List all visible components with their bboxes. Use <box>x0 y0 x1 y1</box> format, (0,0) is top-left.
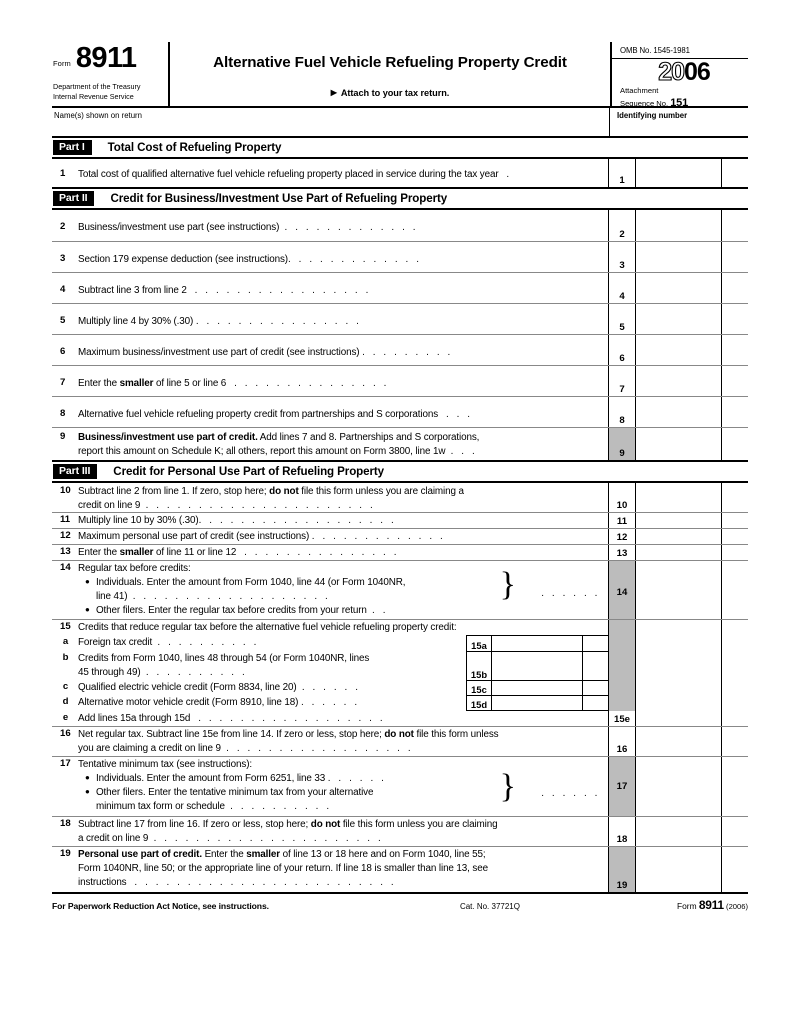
line-3-box-label: 3 <box>619 260 625 271</box>
line-4-description: Subtract line 3 from line 2 . . . . . . . . . . . . . . . . . <box>78 285 371 296</box>
line-15b-spacer-cell <box>609 651 636 681</box>
line-16-dollars-input[interactable] <box>636 727 722 756</box>
table-row <box>52 273 748 304</box>
line-18-box-label: 18 <box>616 834 628 845</box>
line-15-spacer-cents <box>722 620 748 635</box>
line-15a-text-cell <box>52 635 609 651</box>
line-8-box-label-cell <box>609 397 636 427</box>
line-15c-box-label-cell <box>467 681 492 695</box>
line-10-dollars-input[interactable] <box>636 483 722 512</box>
names-shown-label: Name(s) shown on return <box>54 111 142 120</box>
line-8-box-label: 8 <box>619 415 625 426</box>
line-14-number: 14 <box>60 562 71 573</box>
line-14-brace-dots: . . . . . . <box>541 588 600 599</box>
line-15e-dollars-input[interactable] <box>636 711 722 726</box>
line-13-cents-input[interactable] <box>722 545 748 560</box>
line-19-dollars-input[interactable] <box>636 847 722 892</box>
line-7-text-cell <box>52 366 609 396</box>
line-19-box-label: 19 <box>616 880 628 891</box>
department-line-1: Department of the Treasury <box>53 82 141 91</box>
bullet-icon: ● <box>85 787 90 797</box>
line-11-box-label: 11 <box>616 516 628 527</box>
line-15b-spacer-dollars <box>636 651 722 681</box>
header-omb-block <box>610 42 748 110</box>
line-1-number: 1 <box>60 168 66 179</box>
line-12-description: Maximum personal use part of credit (see instructions) . . . . . . . . . . . . . <box>78 531 446 542</box>
line-5-number: 5 <box>60 315 66 326</box>
line-12-box-label: 12 <box>616 532 628 543</box>
part-2-rows <box>52 210 748 462</box>
line-15d-text-cell <box>52 696 609 711</box>
line-9-box-label: 9 <box>619 448 625 459</box>
footer-form-label: Form <box>677 901 697 911</box>
line-2-box-label: 2 <box>619 229 625 240</box>
line-6-text-cell <box>52 335 609 365</box>
line-7-box-label-cell <box>609 366 636 396</box>
line-10-box-label: 10 <box>616 500 628 511</box>
line-4-box-label-cell <box>609 273 636 303</box>
line-14-box-label-cell <box>609 561 636 619</box>
table-row <box>52 545 748 561</box>
line-16-description: Net regular tax. Subtract line 15e from line 14. If zero or less, stop here; do not file this form unless you are claiming a credit on line 9 . . . . . . . . . . . . . . . . . . <box>78 729 499 755</box>
table-row <box>52 681 748 696</box>
sequence-label: Sequence No. <box>620 99 669 109</box>
line-15-heading-cell <box>52 620 609 635</box>
line-10-box-label-cell <box>609 483 636 512</box>
line-19-cents-input[interactable] <box>722 847 748 892</box>
line-11-number: 11 <box>60 514 71 525</box>
line-2-box-label-cell <box>609 210 636 241</box>
line-18-dollars-input[interactable] <box>636 817 722 846</box>
tax-year-prefix: 20 <box>658 58 684 86</box>
line-15-spacer-cell <box>609 620 636 635</box>
table-row <box>52 727 748 757</box>
line-15a-box-label-cell <box>467 636 492 651</box>
line-13-description: Enter the smaller of line 11 or line 12 . . . . . . . . . . . . . . . <box>78 547 400 558</box>
line-7-description: Enter the smaller of line 5 or line 6 . . . . . . . . . . . . . . . <box>78 378 390 389</box>
table-row <box>52 335 748 366</box>
part-3-title: Credit for Personal Use Part of Refueling Property <box>113 465 385 478</box>
line-2-number: 2 <box>60 221 66 232</box>
line-17-box-label: 17 <box>616 781 628 792</box>
line-15e-cents-input[interactable] <box>722 711 748 726</box>
line-12-dollars-input[interactable] <box>636 529 722 544</box>
identifying-number-label: Identifying number <box>617 111 688 120</box>
line-15d-box-label-cell <box>467 696 492 710</box>
line-5-text-cell <box>52 304 609 334</box>
line-15d-inset-box <box>466 696 608 711</box>
line-8-description: Alternative fuel vehicle refueling property credit from partnerships and S corporations . . . <box>78 409 473 420</box>
line-15a-inset-box <box>466 635 608 652</box>
line-16-cents-input[interactable] <box>722 727 748 756</box>
paperwork-notice: For Paperwork Reduction Act Notice, see instructions. <box>52 901 269 911</box>
line-8-dollars-input[interactable] <box>636 397 722 427</box>
table-row <box>52 397 748 428</box>
form-header <box>52 42 748 108</box>
line-7-dollars-input[interactable] <box>636 366 722 396</box>
line-8-text-cell <box>52 397 609 427</box>
line-3-number: 3 <box>60 253 66 264</box>
line-6-cents-input[interactable] <box>722 335 748 365</box>
line-15a-description: Foreign tax credit . . . . . . . . . . <box>78 637 259 648</box>
line-11-box-label-cell <box>609 513 636 528</box>
line-15a-spacer-dollars <box>636 635 722 651</box>
table-row <box>52 210 748 242</box>
line-15a-cents-input[interactable] <box>583 636 608 651</box>
line-15a-spacer-cents <box>722 635 748 651</box>
line-1-description: Total cost of qualified alternative fuel vehicle refueling property placed in service during the tax year . <box>78 169 512 180</box>
table-row <box>52 711 748 727</box>
line-1-dollars-input[interactable] <box>636 159 722 187</box>
line-15a-letter: a <box>62 636 69 647</box>
footer-form-year: (2006) <box>726 902 748 911</box>
line-15c-spacer-cents <box>722 681 748 696</box>
line-19-description: Personal use part of credit. Enter the smaller of line 13 or 18 here and on Form 1040, line 55; Form 1040NR, line 50; or the appropriate line of your return. If line 18 is smaller than line 13, see instructions . . . . . . . . . . . . . . . . . . . . . . . . . <box>78 849 488 889</box>
line-15c-inset-box <box>466 681 608 696</box>
table-row <box>52 159 748 187</box>
names-shown-field[interactable] <box>52 108 610 136</box>
line-15a-box-label: 15a <box>471 640 487 651</box>
table-row <box>52 817 748 847</box>
line-3-cents-input[interactable] <box>722 242 748 272</box>
line-16-box-label: 16 <box>616 744 628 755</box>
line-5-box-label-cell <box>609 304 636 334</box>
line-19-box-label-cell <box>609 847 636 892</box>
catalog-number: Cat. No. 37721Q <box>459 902 520 911</box>
line-4-text-cell <box>52 273 609 303</box>
line-3-text-cell <box>52 242 609 272</box>
line-15a-dollars-input[interactable] <box>492 636 583 651</box>
bullet-icon: ● <box>85 577 90 587</box>
line-9-description: Business/investment use part of credit. Add lines 7 and 8. Partnerships and S corporations, report this amount on Schedule K; all others, report this amount on Form 3800, line 1w . . . <box>78 432 480 458</box>
line-1-box-label-cell <box>609 159 636 187</box>
line-15c-dollars-input[interactable] <box>492 681 583 695</box>
line-14-cents-input[interactable] <box>722 561 748 619</box>
line-11-cents-input[interactable] <box>722 513 748 528</box>
line-17-box-label-cell <box>609 757 636 816</box>
line-15d-spacer-dollars <box>636 696 722 711</box>
line-15e-box-label-cell <box>609 711 636 726</box>
line-15b-inset-box <box>466 651 608 681</box>
line-7-number: 7 <box>60 377 66 388</box>
line-15c-description: Qualified electric vehicle credit (Form 8834, line 20) . . . . . . <box>78 682 361 693</box>
line-3-dollars-input[interactable] <box>636 242 722 272</box>
line-17-dollars-input[interactable] <box>636 757 722 816</box>
line-10-description: Subtract line 2 from line 1. If zero, stop here; do not file this form unless you are claiming a credit on line 9 . . . . . . . . . . . . . . . . . . . . . . <box>78 486 464 512</box>
line-2-text-cell <box>52 210 609 241</box>
line-18-cents-input[interactable] <box>722 817 748 846</box>
line-19-text-cell <box>52 847 609 892</box>
line-14-text-cell <box>52 561 609 619</box>
line-9-number: 9 <box>60 431 66 442</box>
part-1-tag: Part I <box>53 140 92 155</box>
line-12-cents-input[interactable] <box>722 529 748 544</box>
line-5-cents-input[interactable] <box>722 304 748 334</box>
bullet-icon: ● <box>85 605 90 615</box>
line-5-box-label: 5 <box>619 322 625 333</box>
form-footer <box>52 894 748 912</box>
line-15d-spacer-cell <box>609 696 636 711</box>
line-5-dollars-input[interactable] <box>636 304 722 334</box>
line-15c-text-cell <box>52 681 609 696</box>
part-1-header <box>52 138 748 159</box>
line-15b-box-label-cell <box>467 651 492 680</box>
line-17-description: Tentative minimum tax (see instructions): ● Individuals. Enter the amount from Form 6251, line 33 . . . . . . ● Other filers. Enter the tentative minimum tax from your alternative minimum tax form or schedule . . . . . . . . . . <box>78 759 387 813</box>
line-16-number: 16 <box>60 728 71 739</box>
line-18-number: 18 <box>60 818 71 829</box>
part-2-tag: Part II <box>53 191 94 206</box>
part-2-header <box>52 189 748 210</box>
line-15e-letter: e <box>62 712 69 723</box>
line-12-text-cell <box>52 529 609 544</box>
line-6-dollars-input[interactable] <box>636 335 722 365</box>
line-15d-box-label: 15d <box>470 699 488 710</box>
line-11-text-cell <box>52 513 609 528</box>
tax-year <box>620 60 748 85</box>
line-13-box-label-cell <box>609 545 636 560</box>
line-15-number: 15 <box>60 621 71 632</box>
line-15d-cents-input[interactable] <box>583 696 608 710</box>
line-3-description: Section 179 expense deduction (see instructions). . . . . . . . . . . . . <box>78 254 422 265</box>
line-12-number: 12 <box>60 530 71 541</box>
line-7-cents-input[interactable] <box>722 366 748 396</box>
line-18-text-cell <box>52 817 609 846</box>
line-15b-dollars-input[interactable] <box>492 651 583 680</box>
bullet-icon: ● <box>85 773 90 783</box>
line-15c-box-label: 15c <box>471 684 487 695</box>
line-4-cents-input[interactable] <box>722 273 748 303</box>
form-label: Form <box>53 59 71 68</box>
line-15b-letter: b <box>62 652 69 663</box>
line-8-cents-input[interactable] <box>722 397 748 427</box>
attachment-label: Attachment <box>620 86 659 95</box>
line-6-box-label: 6 <box>619 353 625 364</box>
omb-number: OMB No. 1545-1981 <box>620 46 690 55</box>
line-15d-spacer-cents <box>722 696 748 711</box>
table-row <box>52 635 748 651</box>
line-12-box-label-cell <box>609 529 636 544</box>
attachment-sequence-block <box>620 86 748 111</box>
line-15b-text-cell <box>52 651 609 681</box>
part-3-rows <box>52 483 748 894</box>
tax-year-suffix: 06 <box>684 58 710 86</box>
line-2-description: Business/investment use part (see instructions) . . . . . . . . . . . . . <box>78 222 419 233</box>
form-number: 8911 <box>75 42 137 74</box>
line-8-number: 8 <box>60 408 66 419</box>
line-17-text-cell <box>52 757 609 816</box>
line-7-box-label: 7 <box>619 384 625 395</box>
table-row <box>52 242 748 273</box>
line-4-number: 4 <box>60 284 66 295</box>
line-2-cents-input[interactable] <box>722 210 748 241</box>
line-15b-cents-input[interactable] <box>583 651 608 680</box>
line-15c-spacer-dollars <box>636 681 722 696</box>
footer-form-number: 8911 <box>698 898 724 912</box>
line-11-dollars-input[interactable] <box>636 513 722 528</box>
line-15e-text-cell <box>52 711 609 726</box>
line-15e-description: Add lines 15a through 15d . . . . . . . . . . . . . . . . . . <box>78 713 386 724</box>
line-14-description: Regular tax before credits: ● Individuals. Enter the amount from Form 1040, line 44 (or Form 1040NR, line 41) . . . . . . . . . . . . . . . . . . . ● Other filers. Enter the regular tax before credits from your return . . <box>78 563 406 617</box>
line-15c-letter: c <box>62 681 69 692</box>
department-block <box>52 82 162 101</box>
page-title: Alternative Fuel Vehicle Refueling Property Credit <box>213 54 567 71</box>
line-19-number: 19 <box>60 848 71 859</box>
table-row <box>52 847 748 892</box>
line-17-number: 17 <box>60 758 71 769</box>
line-17-cents-input[interactable] <box>722 757 748 816</box>
header-title-block <box>170 42 610 106</box>
line-15c-spacer-cell <box>609 681 636 696</box>
table-row <box>52 304 748 335</box>
table-row <box>52 366 748 397</box>
line-10-cents-input[interactable] <box>722 483 748 512</box>
line-9-text-cell <box>52 428 609 460</box>
part-3-header <box>52 462 748 483</box>
table-row <box>52 757 748 817</box>
header-form-identity <box>52 42 170 106</box>
line-9-dollars-input[interactable] <box>636 428 722 460</box>
line-14-box-label: 14 <box>616 587 628 598</box>
part-2-title: Credit for Business/Investment Use Part of Refueling Property <box>110 192 448 205</box>
line-15a-spacer-cell <box>609 635 636 651</box>
table-row <box>52 529 748 545</box>
table-row <box>52 651 748 681</box>
line-13-text-cell <box>52 545 609 560</box>
line-16-box-label-cell <box>609 727 636 756</box>
brace-icon: } <box>499 768 516 805</box>
line-6-box-label-cell <box>609 335 636 365</box>
line-9-box-label-cell <box>609 428 636 460</box>
line-1-box-label: 1 <box>619 175 625 186</box>
sequence-number: 151 <box>670 97 689 110</box>
line-4-box-label: 4 <box>619 291 625 302</box>
right-triangle-icon: ▶ <box>330 88 337 97</box>
line-5-description: Multiply line 4 by 30% (.30) . . . . . . . . . . . . . . . . <box>78 316 362 327</box>
footer-form-identity <box>677 898 748 912</box>
table-row <box>52 696 748 711</box>
part-1-title: Total Cost of Refueling Property <box>107 141 282 154</box>
table-row <box>52 620 748 635</box>
line-13-dollars-input[interactable] <box>636 545 722 560</box>
line-3-box-label-cell <box>609 242 636 272</box>
table-row <box>52 483 748 513</box>
line-15b-box-label: 15b <box>470 669 488 680</box>
part-1-rows <box>52 159 748 189</box>
line-15d-letter: d <box>62 696 69 707</box>
part-3-tag: Part III <box>53 464 97 479</box>
line-6-number: 6 <box>60 346 66 357</box>
line-9-cents-input[interactable] <box>722 428 748 460</box>
table-row <box>52 561 748 620</box>
line-2-dollars-input[interactable] <box>636 210 722 241</box>
line-1-cents-input[interactable] <box>722 159 748 187</box>
line-13-box-label: 13 <box>616 548 628 559</box>
taxpayer-identity-row <box>52 108 748 138</box>
line-15e-box-label: 15e <box>613 714 630 725</box>
brace-icon: } <box>499 566 516 603</box>
line-15b-description: Credits from Form 1040, lines 48 through 54 (or Form 1040NR, lines 45 through 49) . . . . . . . . . . <box>78 653 370 679</box>
table-row <box>52 428 748 460</box>
line-4-dollars-input[interactable] <box>636 273 722 303</box>
line-18-box-label-cell <box>609 817 636 846</box>
line-14-dollars-input[interactable] <box>636 561 722 619</box>
line-6-description: Maximum business/investment use part of credit (see instructions) . . . . . . . . . <box>78 347 453 358</box>
line-15c-cents-input[interactable] <box>583 681 608 695</box>
line-18-description: Subtract line 17 from line 16. If zero or less, stop here; do not file this form unless you are claiming a credit on line 9 . . . . . . . . . . . . . . . . . . . . . . <box>78 819 498 845</box>
line-16-text-cell <box>52 727 609 756</box>
line-17-brace-dots: . . . . . . <box>541 788 600 799</box>
form-8911 <box>52 42 748 912</box>
attach-instruction <box>170 88 610 98</box>
line-15-spacer-dollars <box>636 620 722 635</box>
line-15d-dollars-input[interactable] <box>492 696 583 710</box>
line-10-number: 10 <box>60 485 71 496</box>
table-row <box>52 513 748 529</box>
line-13-number: 13 <box>60 546 71 557</box>
identifying-number-field[interactable] <box>610 108 748 136</box>
line-15d-description: Alternative motor vehicle credit (Form 8910, line 18) . . . . . . <box>78 697 360 708</box>
line-15b-spacer-cents <box>722 651 748 681</box>
line-15-heading: Credits that reduce regular tax before the alternative fuel vehicle refueling property credit: <box>78 622 457 633</box>
department-line-2: Internal Revenue Service <box>53 91 134 101</box>
line-10-text-cell <box>52 483 609 512</box>
attach-instruction-text: Attach to your tax return. <box>340 88 450 98</box>
line-11-description: Multiply line 10 by 30% (.30). . . . . . . . . . . . . . . . . . . <box>78 515 397 526</box>
line-1-text-cell <box>52 159 609 187</box>
